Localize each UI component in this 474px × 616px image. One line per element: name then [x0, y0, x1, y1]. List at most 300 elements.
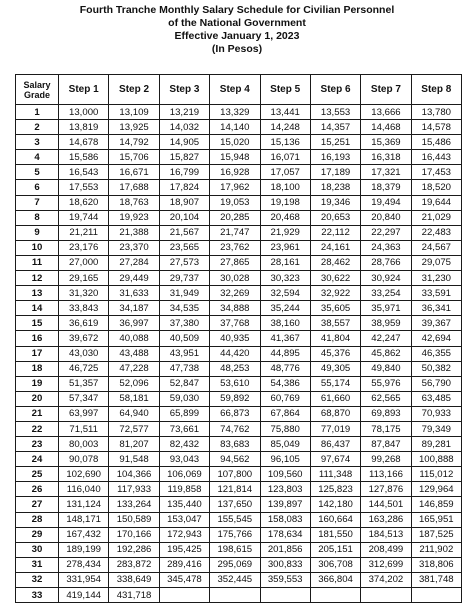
step-7-cell: 78,175 [361, 421, 411, 436]
step-1-cell: 46,725 [59, 361, 109, 376]
step-5-cell: 96,105 [260, 452, 310, 467]
step-1-cell: 17,553 [59, 180, 109, 195]
step-7-cell: 30,924 [361, 271, 411, 286]
step-3-cell: 17,824 [159, 180, 209, 195]
step-5-cell: 109,560 [260, 467, 310, 482]
step-6-cell: 205,151 [310, 542, 360, 557]
step-4-cell: 94,562 [210, 452, 260, 467]
step-1-cell: 331,954 [59, 572, 109, 587]
step-5-cell: 67,864 [260, 406, 310, 421]
step-8-cell: 15,486 [411, 135, 461, 150]
step-4-cell: 53,610 [210, 376, 260, 391]
step-4-cell: 23,762 [210, 240, 260, 255]
salary-grade-cell: 22 [16, 421, 59, 436]
step-8-cell: 21,029 [411, 210, 461, 225]
table-row [16, 331, 462, 346]
table-row [16, 527, 462, 542]
step-6-cell: 24,161 [310, 240, 360, 255]
step-2-cell: 16,671 [109, 165, 159, 180]
step-4-cell: 17,962 [210, 180, 260, 195]
step-7-cell: 20,840 [361, 210, 411, 225]
step-8-cell: 46,355 [411, 346, 461, 361]
salary-grade-cell: 6 [16, 180, 59, 195]
step-5-cell: 21,929 [260, 225, 310, 240]
step-6-cell: 142,180 [310, 497, 360, 512]
step-1-cell: 131,124 [59, 497, 109, 512]
step-4-cell: 14,140 [210, 120, 260, 135]
step-2-cell: 40,088 [109, 331, 159, 346]
step-6-cell: 49,305 [310, 361, 360, 376]
step-7-cell: 15,369 [361, 135, 411, 150]
step-5-cell: 139,897 [260, 497, 310, 512]
step-8-cell: 22,483 [411, 225, 461, 240]
salary-grade-cell: 28 [16, 512, 59, 527]
step-8-cell: 17,453 [411, 165, 461, 180]
step-2-cell: 170,166 [109, 527, 159, 542]
step-3-cell: 21,567 [159, 225, 209, 240]
salary-grade-cell: 16 [16, 331, 59, 346]
step-4-cell: 74,762 [210, 421, 260, 436]
step-4-cell: 121,814 [210, 482, 260, 497]
step-5-cell: 19,198 [260, 195, 310, 210]
step-4-cell: 15,020 [210, 135, 260, 150]
step-3-cell: 345,478 [159, 572, 209, 587]
step-2-cell: 13,925 [109, 120, 159, 135]
step-7-cell: 55,976 [361, 376, 411, 391]
table-row [16, 271, 462, 286]
table-row [16, 557, 462, 572]
step-1-cell: 57,347 [59, 391, 109, 406]
step-4-cell: 16,928 [210, 165, 260, 180]
step-8-cell: 381,748 [411, 572, 461, 587]
step-8-cell: 31,230 [411, 271, 461, 286]
step-8-cell: 42,694 [411, 331, 461, 346]
step-8-cell: 18,520 [411, 180, 461, 195]
title-line-4: (In Pesos) [211, 43, 263, 55]
step-8-cell: 29,075 [411, 255, 461, 270]
salary-grade-cell: 11 [16, 255, 59, 270]
step-7-cell: 144,501 [361, 497, 411, 512]
step-3-cell: 14,032 [159, 120, 209, 135]
step-1-cell: 13,819 [59, 120, 109, 135]
salary-grade-cell: 25 [16, 467, 59, 482]
step-5-cell: 85,049 [260, 437, 310, 452]
salary-grade-cell: 32 [16, 572, 59, 587]
table-row [16, 572, 462, 587]
step-4-cell: 44,420 [210, 346, 260, 361]
step-3-cell: 34,535 [159, 301, 209, 316]
step-3-cell: 14,905 [159, 135, 209, 150]
salary-grade-cell: 8 [16, 210, 59, 225]
step-8-cell: 36,341 [411, 301, 461, 316]
step-7-cell: 99,268 [361, 452, 411, 467]
step-4-cell: 83,683 [210, 437, 260, 452]
step-1-cell: 167,432 [59, 527, 109, 542]
salary-grade-cell: 20 [16, 391, 59, 406]
salary-grade-cell: 10 [16, 240, 59, 255]
step-2-cell: 21,388 [109, 225, 159, 240]
step-3-cell: 16,799 [159, 165, 209, 180]
step-5-cell: 18,100 [260, 180, 310, 195]
step-7-cell: 33,254 [361, 286, 411, 301]
step-3-cell: 20,104 [159, 210, 209, 225]
table-row [16, 512, 462, 527]
salary-grade-cell: 2 [16, 120, 59, 135]
step-6-cell: 61,660 [310, 391, 360, 406]
salary-table [15, 74, 462, 603]
step-4-cell: 59,892 [210, 391, 260, 406]
step-5-cell: 16,071 [260, 150, 310, 165]
step-2-cell: 133,264 [109, 497, 159, 512]
step-1-cell: 71,511 [59, 421, 109, 436]
step-6-cell: 20,653 [310, 210, 360, 225]
step-8-cell: 165,951 [411, 512, 461, 527]
step-5-cell: 178,634 [260, 527, 310, 542]
salary-grade-header [16, 75, 59, 105]
step-3-cell: 13,219 [159, 105, 209, 120]
step-8-header: Step 8 [411, 75, 461, 105]
step-2-cell: 192,286 [109, 542, 159, 557]
step-2-cell: 104,366 [109, 467, 159, 482]
step-5-cell: 15,136 [260, 135, 310, 150]
step-8-cell: 211,902 [411, 542, 461, 557]
step-5-cell: 30,323 [260, 271, 310, 286]
step-3-cell: 43,951 [159, 346, 209, 361]
step-5-cell: 123,803 [260, 482, 310, 497]
step-6-cell: 19,346 [310, 195, 360, 210]
step-1-cell: 19,744 [59, 210, 109, 225]
step-4-cell: 107,800 [210, 467, 260, 482]
step-5-cell: 41,367 [260, 331, 310, 346]
table-row [16, 210, 462, 225]
step-6-cell: 35,605 [310, 301, 360, 316]
title-line-1: Fourth Tranche Monthly Salary Schedule for Civilian Personnel [79, 4, 395, 16]
salary-grade-cell: 30 [16, 542, 59, 557]
salary-grade-cell: 24 [16, 452, 59, 467]
step-3-cell: 119,858 [159, 482, 209, 497]
step-2-cell: 58,181 [109, 391, 159, 406]
step-6-cell: 45,376 [310, 346, 360, 361]
salary-grade-cell: 27 [16, 497, 59, 512]
step-7-cell: 312,699 [361, 557, 411, 572]
step-7-cell: 19,494 [361, 195, 411, 210]
step-6-cell: 111,348 [310, 467, 360, 482]
step-1-cell: 31,320 [59, 286, 109, 301]
step-4-cell: 15,948 [210, 150, 260, 165]
step-6-cell: 14,357 [310, 120, 360, 135]
step-3-cell: 29,737 [159, 271, 209, 286]
step-4-cell: 175,766 [210, 527, 260, 542]
table-row [16, 240, 462, 255]
step-5-cell: 38,160 [260, 316, 310, 331]
step-3-cell: 37,380 [159, 316, 209, 331]
step-5-cell: 201,856 [260, 542, 310, 557]
salary-grade-cell: 23 [16, 437, 59, 452]
step-7-cell: 28,766 [361, 255, 411, 270]
step-5-cell: 54,386 [260, 376, 310, 391]
step-7-cell: 17,321 [361, 165, 411, 180]
step-7-cell: 163,286 [361, 512, 411, 527]
step-6-cell: 160,664 [310, 512, 360, 527]
step-7-cell: 208,499 [361, 542, 411, 557]
step-2-cell: 31,633 [109, 286, 159, 301]
step-5-cell: 359,553 [260, 572, 310, 587]
salary-grade-cell: 31 [16, 557, 59, 572]
step-1-cell: 43,030 [59, 346, 109, 361]
step-8-cell: 50,382 [411, 361, 461, 376]
step-6-cell: 97,674 [310, 452, 360, 467]
step-6-cell: 16,193 [310, 150, 360, 165]
step-7-cell: 87,847 [361, 437, 411, 452]
step-6-cell: 22,112 [310, 225, 360, 240]
step-7-cell: 184,513 [361, 527, 411, 542]
step-1-cell: 148,171 [59, 512, 109, 527]
step-2-cell: 17,688 [109, 180, 159, 195]
step-7-cell: 16,318 [361, 150, 411, 165]
step-4-cell: 32,269 [210, 286, 260, 301]
step-4-header: Step 4 [210, 75, 260, 105]
step-2-cell: 283,872 [109, 557, 159, 572]
step-5-cell: 14,248 [260, 120, 310, 135]
step-4-cell: 20,285 [210, 210, 260, 225]
step-8-cell: 79,349 [411, 421, 461, 436]
step-6-cell: 181,550 [310, 527, 360, 542]
table-row [16, 376, 462, 391]
step-7-cell: 13,666 [361, 105, 411, 120]
step-8-cell: 13,780 [411, 105, 461, 120]
step-5-cell: 158,083 [260, 512, 310, 527]
step-8-cell: 16,443 [411, 150, 461, 165]
salary-grade-cell: 17 [16, 346, 59, 361]
step-8-cell: 318,806 [411, 557, 461, 572]
step-1-cell: 419,144 [59, 588, 109, 603]
step-3-cell: 23,565 [159, 240, 209, 255]
step-8-cell: 56,790 [411, 376, 461, 391]
step-3-cell: 135,440 [159, 497, 209, 512]
table-row [16, 361, 462, 376]
step-1-cell: 39,672 [59, 331, 109, 346]
step-3-header: Step 3 [159, 75, 209, 105]
step-5-cell: 300,833 [260, 557, 310, 572]
table-row [16, 316, 462, 331]
step-4-cell: 13,329 [210, 105, 260, 120]
step-3-cell: 31,949 [159, 286, 209, 301]
salary-grade-cell: 12 [16, 271, 59, 286]
salary-grade-cell: 21 [16, 406, 59, 421]
step-6-cell: 77,019 [310, 421, 360, 436]
step-2-cell: 36,997 [109, 316, 159, 331]
step-1-cell: 51,357 [59, 376, 109, 391]
step-3-cell: 59,030 [159, 391, 209, 406]
step-7-cell: 62,565 [361, 391, 411, 406]
step-6-cell: 55,174 [310, 376, 360, 391]
step-7-header: Step 7 [361, 75, 411, 105]
step-7-cell: 38,959 [361, 316, 411, 331]
step-7-cell: 42,247 [361, 331, 411, 346]
table-row [16, 135, 462, 150]
step-3-cell: 82,432 [159, 437, 209, 452]
step-7-cell: 35,971 [361, 301, 411, 316]
step-5-cell: 75,880 [260, 421, 310, 436]
step-4-cell: 19,053 [210, 195, 260, 210]
step-2-cell: 29,449 [109, 271, 159, 286]
step-4-cell: 137,650 [210, 497, 260, 512]
step-6-header: Step 6 [310, 75, 360, 105]
salary-grade-cell: 14 [16, 301, 59, 316]
step-8-cell: 146,859 [411, 497, 461, 512]
step-7-cell: 18,379 [361, 180, 411, 195]
salary-grade-cell: 18 [16, 361, 59, 376]
table-row [16, 467, 462, 482]
step-1-cell: 21,211 [59, 225, 109, 240]
title-line-2: of the National Government [168, 17, 306, 29]
salary-grade-cell: 1 [16, 105, 59, 120]
step-8-cell: 129,964 [411, 482, 461, 497]
step-1-cell: 18,620 [59, 195, 109, 210]
step-1-cell: 278,434 [59, 557, 109, 572]
step-4-cell: 40,935 [210, 331, 260, 346]
step-2-cell: 431,718 [109, 588, 159, 603]
step-7-cell: 14,468 [361, 120, 411, 135]
step-3-cell: 18,907 [159, 195, 209, 210]
salary-grade-cell: 13 [16, 286, 59, 301]
salary-grade-cell: 3 [16, 135, 59, 150]
step-5-cell: 44,895 [260, 346, 310, 361]
step-1-cell: 23,176 [59, 240, 109, 255]
step-1-cell: 102,690 [59, 467, 109, 482]
step-2-cell: 150,589 [109, 512, 159, 527]
step-3-cell: 15,827 [159, 150, 209, 165]
step-4-cell: 27,865 [210, 255, 260, 270]
step-3-cell: 93,043 [159, 452, 209, 467]
step-2-cell: 117,933 [109, 482, 159, 497]
step-6-cell: 41,804 [310, 331, 360, 346]
step-1-cell: 29,165 [59, 271, 109, 286]
step-5-cell: 23,961 [260, 240, 310, 255]
table-row [16, 437, 462, 452]
step-1-cell: 16,543 [59, 165, 109, 180]
step-3-cell: 289,416 [159, 557, 209, 572]
title-line-3: Effective January 1, 2023 [174, 30, 300, 42]
table-row [16, 421, 462, 436]
step-5-cell: 32,594 [260, 286, 310, 301]
step-7-cell: 113,166 [361, 467, 411, 482]
step-5-cell: 20,468 [260, 210, 310, 225]
step-8-cell: 115,012 [411, 467, 461, 482]
step-6-cell: 18,238 [310, 180, 360, 195]
salary-grade-cell: 26 [16, 482, 59, 497]
step-4-cell [210, 588, 260, 603]
step-2-cell: 23,370 [109, 240, 159, 255]
step-2-cell: 27,284 [109, 255, 159, 270]
step-8-cell: 70,933 [411, 406, 461, 421]
step-2-cell: 52,096 [109, 376, 159, 391]
step-2-cell: 47,228 [109, 361, 159, 376]
step-6-cell: 86,437 [310, 437, 360, 452]
table-row [16, 195, 462, 210]
step-7-cell: 24,363 [361, 240, 411, 255]
step-1-cell: 36,619 [59, 316, 109, 331]
step-6-cell: 30,622 [310, 271, 360, 286]
table-row [16, 225, 462, 240]
table-row [16, 120, 462, 135]
step-2-cell: 338,649 [109, 572, 159, 587]
step-2-cell: 14,792 [109, 135, 159, 150]
step-5-cell: 28,161 [260, 255, 310, 270]
step-4-cell: 30,028 [210, 271, 260, 286]
step-4-cell: 155,545 [210, 512, 260, 527]
salary-grade-cell: 5 [16, 165, 59, 180]
step-1-cell: 13,000 [59, 105, 109, 120]
step-2-cell: 15,706 [109, 150, 159, 165]
salary-grade-cell: 7 [16, 195, 59, 210]
step-8-cell: 14,578 [411, 120, 461, 135]
step-2-header: Step 2 [109, 75, 159, 105]
step-7-cell: 45,862 [361, 346, 411, 361]
step-4-cell: 21,747 [210, 225, 260, 240]
step-6-cell: 32,922 [310, 286, 360, 301]
step-6-cell: 13,553 [310, 105, 360, 120]
table-row [16, 497, 462, 512]
step-3-cell: 27,573 [159, 255, 209, 270]
step-8-cell: 63,485 [411, 391, 461, 406]
table-row [16, 255, 462, 270]
table-row [16, 391, 462, 406]
step-5-header: Step 5 [260, 75, 310, 105]
salary-grade-cell: 19 [16, 376, 59, 391]
step-8-cell [411, 588, 461, 603]
step-1-cell: 33,843 [59, 301, 109, 316]
table-row [16, 301, 462, 316]
step-1-cell: 116,040 [59, 482, 109, 497]
step-1-cell: 15,586 [59, 150, 109, 165]
step-3-cell: 106,069 [159, 467, 209, 482]
step-3-cell: 73,661 [159, 421, 209, 436]
step-7-cell: 127,876 [361, 482, 411, 497]
step-6-cell: 38,557 [310, 316, 360, 331]
step-4-cell: 198,615 [210, 542, 260, 557]
step-8-cell: 24,567 [411, 240, 461, 255]
step-1-cell: 63,997 [59, 406, 109, 421]
table-row [16, 588, 462, 603]
document-title [0, 4, 474, 56]
salary-grade-cell: 4 [16, 150, 59, 165]
step-4-cell: 66,873 [210, 406, 260, 421]
step-7-cell [361, 588, 411, 603]
step-4-cell: 352,445 [210, 572, 260, 587]
table-row [16, 150, 462, 165]
step-2-cell: 64,940 [109, 406, 159, 421]
table-header-row [16, 75, 462, 105]
step-3-cell: 65,899 [159, 406, 209, 421]
step-5-cell: 35,244 [260, 301, 310, 316]
step-3-cell: 52,847 [159, 376, 209, 391]
step-2-cell: 43,488 [109, 346, 159, 361]
step-1-cell: 189,199 [59, 542, 109, 557]
step-2-cell: 81,207 [109, 437, 159, 452]
step-2-cell: 91,548 [109, 452, 159, 467]
step-2-cell: 19,923 [109, 210, 159, 225]
step-4-cell: 37,768 [210, 316, 260, 331]
step-2-cell: 72,577 [109, 421, 159, 436]
step-7-cell: 69,893 [361, 406, 411, 421]
step-4-cell: 48,253 [210, 361, 260, 376]
step-6-cell: 17,189 [310, 165, 360, 180]
salary-grade-cell: 33 [16, 588, 59, 603]
salary-grade-cell: 15 [16, 316, 59, 331]
step-1-cell: 90,078 [59, 452, 109, 467]
step-5-cell: 60,769 [260, 391, 310, 406]
